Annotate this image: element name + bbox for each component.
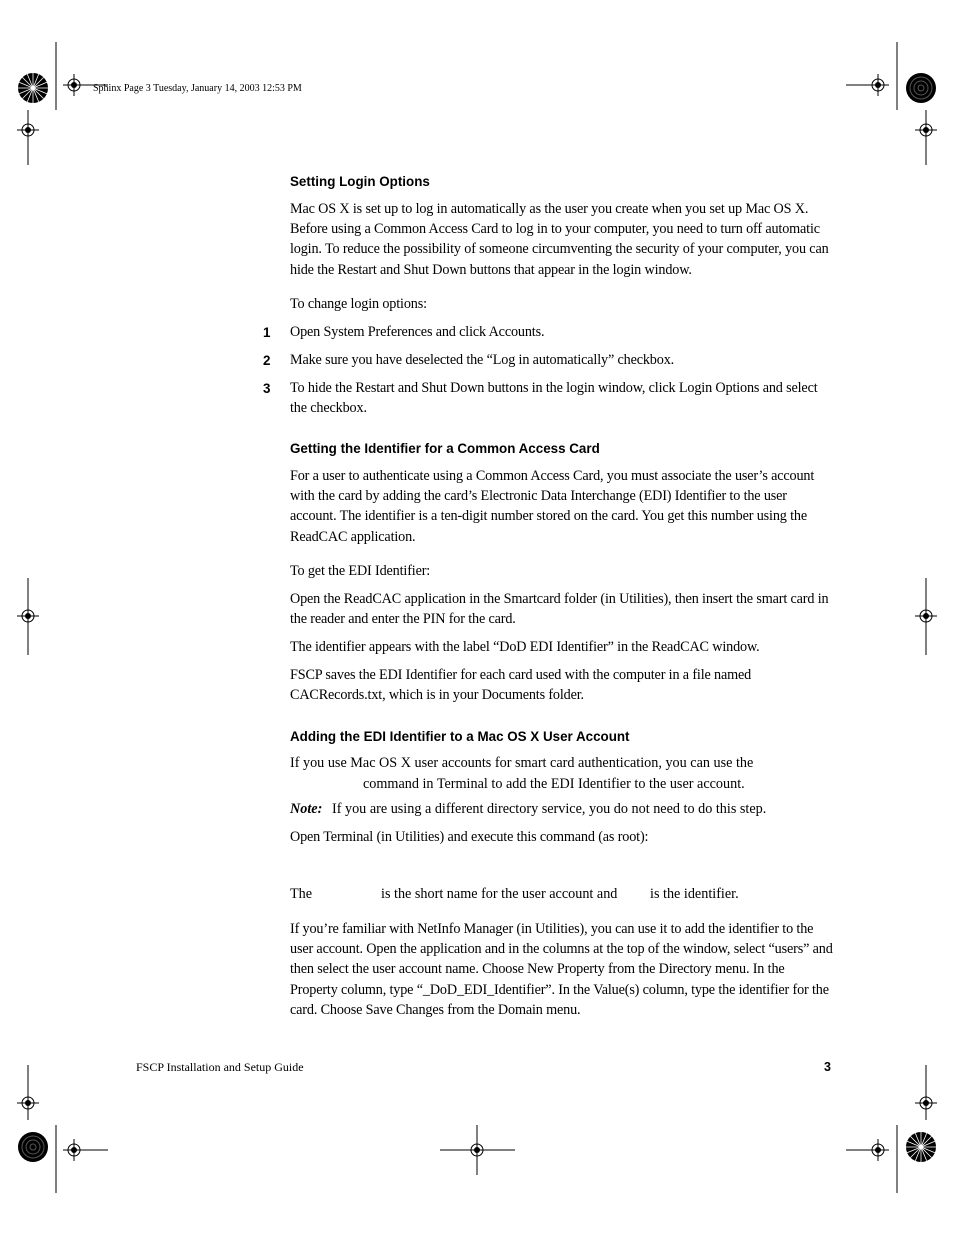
- cacrecords-note: FSCP saves the EDI Identifier for each card used with the computer in a file named CACRecords.txt, which is in your Documents folder.: [290, 667, 752, 704]
- shortname-sentence-start: The: [290, 886, 313, 902]
- edi-identifier-lead: To get the EDI Identifier:: [290, 563, 431, 579]
- shortname-sentence-end: is the identifier.: [650, 886, 739, 902]
- step-text-1: Open System Preferences and click Accounts.: [290, 324, 545, 340]
- step-number-1: 1: [263, 325, 271, 340]
- print-slug: Sphinx Page 3 Tuesday, January 14, 2003 12:53 PM: [93, 83, 302, 94]
- step-text-2: Make sure you have deselected the “Log in automatically” checkbox.: [290, 352, 675, 368]
- note-label: Note:: [290, 801, 323, 817]
- section-heading-add-identifier: Adding the EDI Identifier to a Mac OS X User Account: [290, 729, 630, 744]
- step-number-2: 2: [263, 353, 271, 368]
- add-identifier-line-2: command in Terminal to add the EDI Identifier to the user account.: [363, 776, 745, 792]
- add-identifier-line-1: If you use Mac OS X user accounts for smart card authentication, you can use the: [290, 755, 754, 771]
- footer-guide-title: FSCP Installation and Setup Guide: [136, 1060, 304, 1074]
- edi-identifier-intro: For a user to authenticate using a Common Access Card, you must associate the user’s account with the card by adding the card’s Electronic Data Interchange (EDI) Identifier to the user account. The identifier is a ten-digit number stored on the card. You get this number using the ReadCAC application.: [290, 468, 815, 545]
- page-number: 3: [824, 1060, 831, 1074]
- netinfo-instructions: If you’re familiar with NetInfo Manager (in Utilities), you can use it to add the identifier to the user account. Open the application and in the columns at the top of the window, select “users” and then select the user account name. Choose New Property from the Directory menu. In the Property column, type “_DoD_EDI_Identifier”. In the Value(s) column, type the identifier for the card. Choose Save Changes from the Domain menu.: [290, 921, 833, 1018]
- step-text-3: To hide the Restart and Shut Down buttons in the login window, click Login Options and select the checkbox.: [290, 380, 818, 417]
- readcac-instructions: Open the ReadCAC application in the Smartcard folder (in Utilities), then insert the smart card in the reader and enter the PIN for the card.: [290, 591, 829, 628]
- note-text: If you are using a different directory service, you do not need to do this step.: [332, 801, 767, 817]
- terminal-instructions: Open Terminal (in Utilities) and execute this command (as root):: [290, 829, 649, 845]
- login-options-intro: Mac OS X is set up to log in automatically as the user you create when you set up Mac OS X. Before using a Common Access Card to log in to your computer, you need to turn off automatic login. To reduce the possibility of someone circumventing the security of your computer, you can hide the Restart and Shut Down buttons that appear in the login window.: [290, 201, 829, 278]
- section-heading-edi-identifier: Getting the Identifier for a Common Access Card: [290, 441, 600, 456]
- step-number-3: 3: [263, 381, 271, 396]
- shortname-sentence-middle: is the short name for the user account and: [381, 886, 618, 902]
- section-heading-login-options: Setting Login Options: [290, 174, 430, 189]
- login-options-lead: To change login options:: [290, 296, 427, 312]
- identifier-label-note: The identifier appears with the label “DoD EDI Identifier” in the ReadCAC window.: [290, 639, 760, 655]
